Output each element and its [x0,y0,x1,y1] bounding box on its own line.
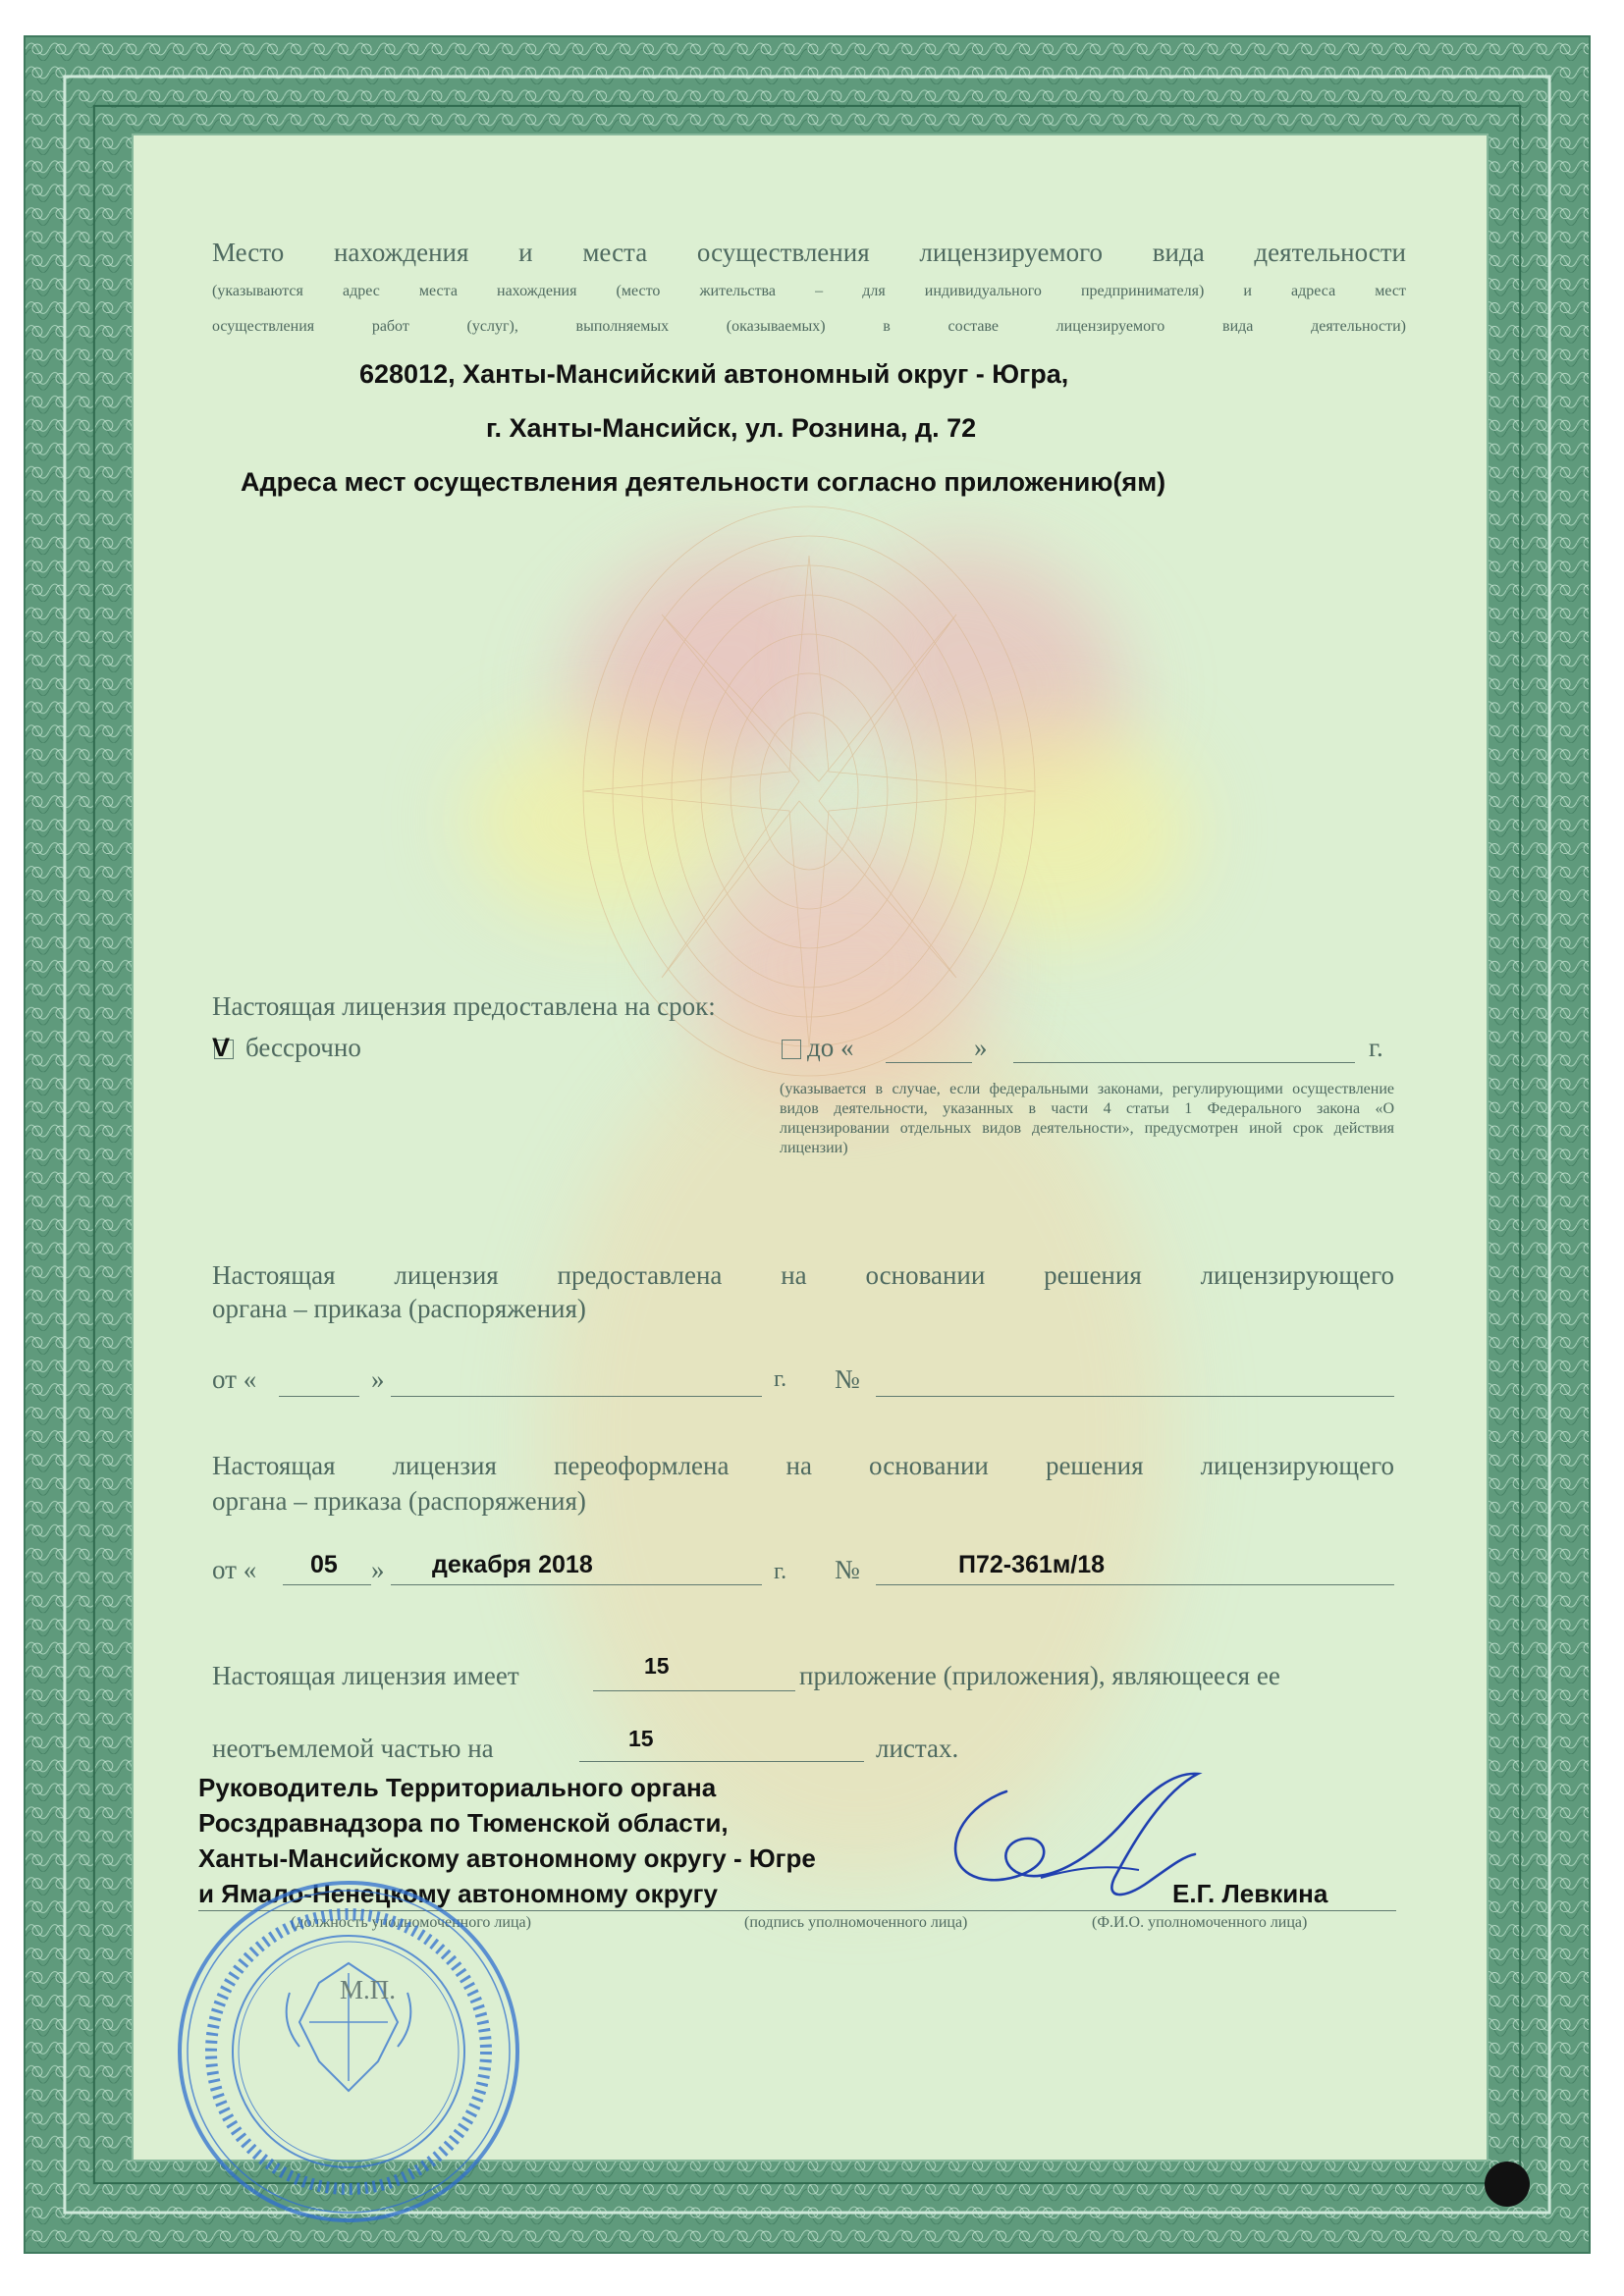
appendix-prefix: Настоящая лицензия имеет [212,1661,519,1690]
term-until-mid: » [974,1033,988,1062]
official-seal [172,1875,525,2228]
signatory-line3: Ханты-Мансийскому автономному округу - Югре [198,1843,816,1873]
basis-from-mid: » [371,1364,385,1394]
term-note: (указывается в случае, если федеральными законами, регулирующими осуществление видов деятельности, указанных в части 4 статьи 1 Федерального закона «О лицензировании отдельных видов деятельности», предусмотрен иной срок действия лицензии) [780,1081,1394,1156]
hole-punch-mark [1485,2162,1530,2207]
basis-day-line [279,1396,359,1397]
sheets-count-line [579,1761,864,1762]
basis-from-prefix: от « [212,1364,257,1394]
caption-position: (должность уполномоченного лица) [291,1914,531,1931]
address-line3: Адреса мест осуществления деятельности согласно приложению(ям) [241,467,1166,497]
basis-line2: органа – приказа (распоряжения) [212,1294,586,1323]
sheets-count: 15 [628,1726,654,1751]
caption-name: (Ф.И.О. уполномоченного лица) [1092,1914,1308,1931]
signatory-line2: Росздравнадзора по Тюменской области, [198,1808,729,1838]
check-mark: V [212,1033,231,1062]
reissue-number: П72-361м/18 [958,1551,1106,1578]
caption-signature: (подпись уполномоченного лица) [744,1914,968,1931]
basis-year-suffix: г. [774,1366,787,1392]
basis-month-line [391,1396,762,1397]
term-indefinite: бессрочно [245,1033,361,1062]
reissue-line2: органа – приказа (распоряжения) [212,1486,586,1516]
appendix-suffix: приложение (приложения), являющееся ее [799,1661,1280,1690]
signatory-line4: и Ямало-Ненецкому автономному округу [198,1879,718,1908]
term-label: Настоящая лицензия предоставлена на срок: [212,991,716,1021]
reissue-from-mid: » [371,1555,385,1584]
appendix-count: 15 [644,1653,670,1679]
reissue-month-line [391,1584,762,1585]
term-year-suffix: г. [1369,1033,1383,1062]
reissue-year-suffix: г. [774,1559,787,1584]
appendix-count-line [593,1690,795,1691]
reissue-day-line [283,1584,371,1585]
sheets-suffix: листах. [876,1734,959,1763]
heading-note-line1: (указываются адрес места нахождения (место жительства – для индивидуального предпринимателя) и адреса мест [212,283,1406,299]
reissue-number-line [876,1584,1394,1585]
handwritten-signature [938,1762,1252,1919]
reissue-line1: Настоящая лицензия переоформлена на основании решения лицензирующего [212,1451,1394,1480]
term-day-line [886,1062,972,1063]
reissue-month-year: декабря 2018 [432,1551,593,1578]
sheets-prefix: неотъемлемой частью на [212,1734,494,1763]
signatory-line1: Руководитель Территориального органа [198,1773,717,1802]
term-until-prefix: до « [807,1033,854,1062]
reissue-day: 05 [310,1551,338,1578]
seal-label: М.П. [340,1975,397,2004]
checkbox-until [782,1040,801,1059]
reissue-from-prefix: от « [212,1555,257,1584]
heading-title: Место нахождения и места осуществления лицензируемого вида деятельности [212,238,1406,267]
reissue-number-label: № [835,1555,860,1584]
basis-number-line [876,1396,1394,1397]
basis-line1: Настоящая лицензия предоставлена на основании решения лицензирующего [212,1260,1394,1290]
basis-number-label: № [835,1364,860,1394]
address-line1: 628012, Ханты-Мансийский автономный округ - Югра, [359,359,1069,389]
signatory-name: Е.Г. Левкина [1172,1879,1328,1908]
term-month-line [1013,1062,1355,1063]
heading-note-line2: осуществления работ (услуг), выполняемых (оказываемых) в составе лицензируемого вида деятельности) [212,318,1406,335]
address-line2: г. Ханты-Мансийск, ул. Рознина, д. 72 [486,413,977,443]
